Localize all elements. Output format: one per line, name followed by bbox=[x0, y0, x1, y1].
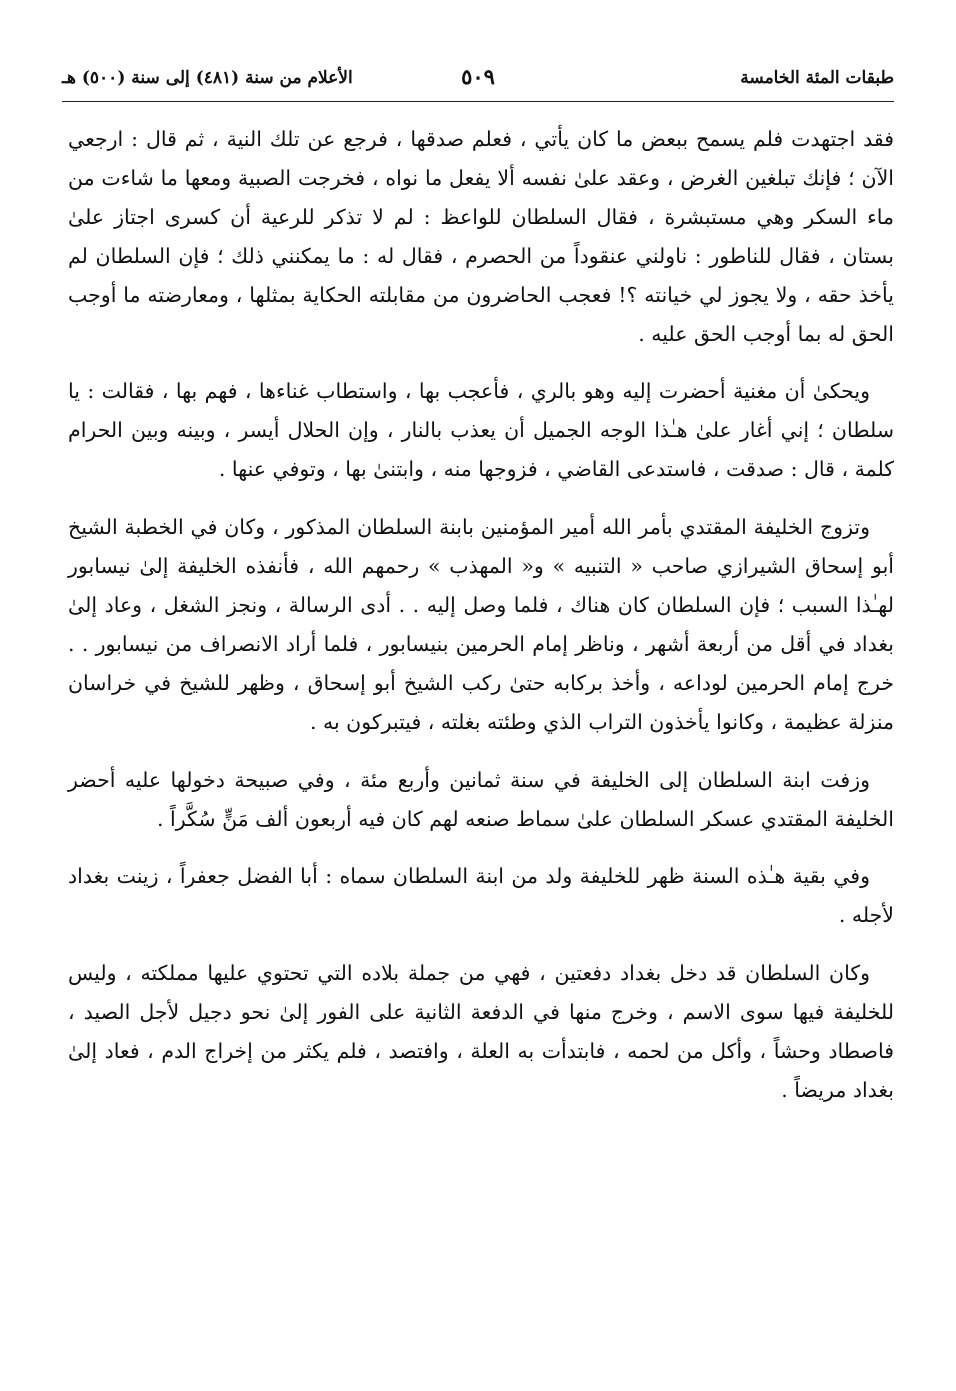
paragraph-3: وتزوج الخليفة المقتدي بأمر الله أمير المؤمنين بابنة السلطان المذكور ، وكان في الخطبة الشيخ أبو إسحاق الشيرازي صاحب « التنبيه » و« المهذب » رحمهم الله ، فأنفذه الخليفة إلىٰ نيسابور لهـٰذا السبب ؛ فإن السلطان كان هناك ، فلما وصل إليه . . أدى الرسالة ، ونجز الشغل ، وعاد إلىٰ بغداد في أقل من أربعة أشهر ، وناظر إمام الحرمين بنيسابور ، فلما أراد الانصراف من نيسابور . . خرج إمام الحرمين لوداعه ، وأخذ بركابه حتىٰ ركب الشيخ أبو إسحاق ، وظهر للشيخ في خراسان منزلة عظيمة ، وكانوا يأخذون التراب الذي وطئته بغلته ، فيتبركون به . bbox=[68, 515, 894, 734]
header-section-title: الأعلام من سنة (٤٨١) إلى سنة (٥٠٠) هـ bbox=[62, 68, 353, 88]
paragraph-6: وكان السلطان قد دخل بغداد دفعتين ، فهي من جملة بلاده التي تحتوي عليها مملكته ، وليس للخليفة فيها سوى الاسم ، وخرج منها في الدفعة الثانية على الفور إلىٰ نحو دجيل لأجل الصيد ، فاصطاد وحشاً ، وأكل من لحمه ، فابتدأت به العلة ، وافتصد ، فلم يكثر من إخراج الدم ، فعاد إلىٰ بغداد مريضاً . bbox=[68, 961, 894, 1102]
paragraph-1: فقد اجتهدت فلم يسمح ببعض ما كان يأتي ، فعلم صدقها ، فرجع عن تلك النية ، ثم قال : ارجعي الآن ؛ فإنك تبلغين الغرض ، وعقد علىٰ نفسه ألا يفعل ما نواه ، فخرجت الصبية ومعها ما شاءت من ماء السكر وهي مستبشرة ، فقال السلطان للواعظ : لم لا تذكر للرعية أن كسرى اجتاز علىٰ بستان ، فقال للناطور : ناولني عنقوداً من الحصرم ، فقال له : ما يمكنني ذلك ؛ فإن السلطان لم يأخذ حقه ، ولا يجوز لي خيانته ؟! فعجب الحاضرون من مقابلته الحكاية بمثلها ، ومعارضته ما أوجب الحق له بما أوجب الحق عليه . bbox=[68, 127, 894, 346]
page-number: ٥٠٩ bbox=[461, 64, 495, 89]
paragraph-5: وفي بقية هـٰذه السنة ظهر للخليفة ولد من ابنة السلطان سماه : أبا الفضل جعفراً ، زينت بغداد لأجله . bbox=[68, 864, 894, 928]
running-header bbox=[62, 66, 894, 100]
header-book-title: طبقات المئة الخامسة bbox=[740, 68, 894, 88]
paragraph-4: وزفت ابنة السلطان إلى الخليفة في سنة ثمانين وأربع مئة ، وفي صبيحة دخولها عليه أحضر الخليفة المقتدي عسكر السلطان علىٰ سماط صنعه لهم كان فيه أربعون ألف مَنٍّ سُكَّراً . bbox=[68, 767, 894, 831]
page-body bbox=[68, 120, 894, 1129]
paragraph-2: ويحكىٰ أن مغنية أحضرت إليه وهو بالري ، فأعجب بها ، واستطاب غناءها ، فهم بها ، فقالت : يا سلطان ؛ إني أغار علىٰ هـٰذا الوجه الجميل أن يعذب بالنار ، وإن الحلال أيسر ، وبينه وبين الحرام كلمة ، قال : صدقت ، فاستدعى القاضي ، فزوجها منه ، وابتنىٰ بها ، وتوفي عنها . bbox=[68, 379, 894, 482]
header-divider bbox=[62, 101, 894, 102]
